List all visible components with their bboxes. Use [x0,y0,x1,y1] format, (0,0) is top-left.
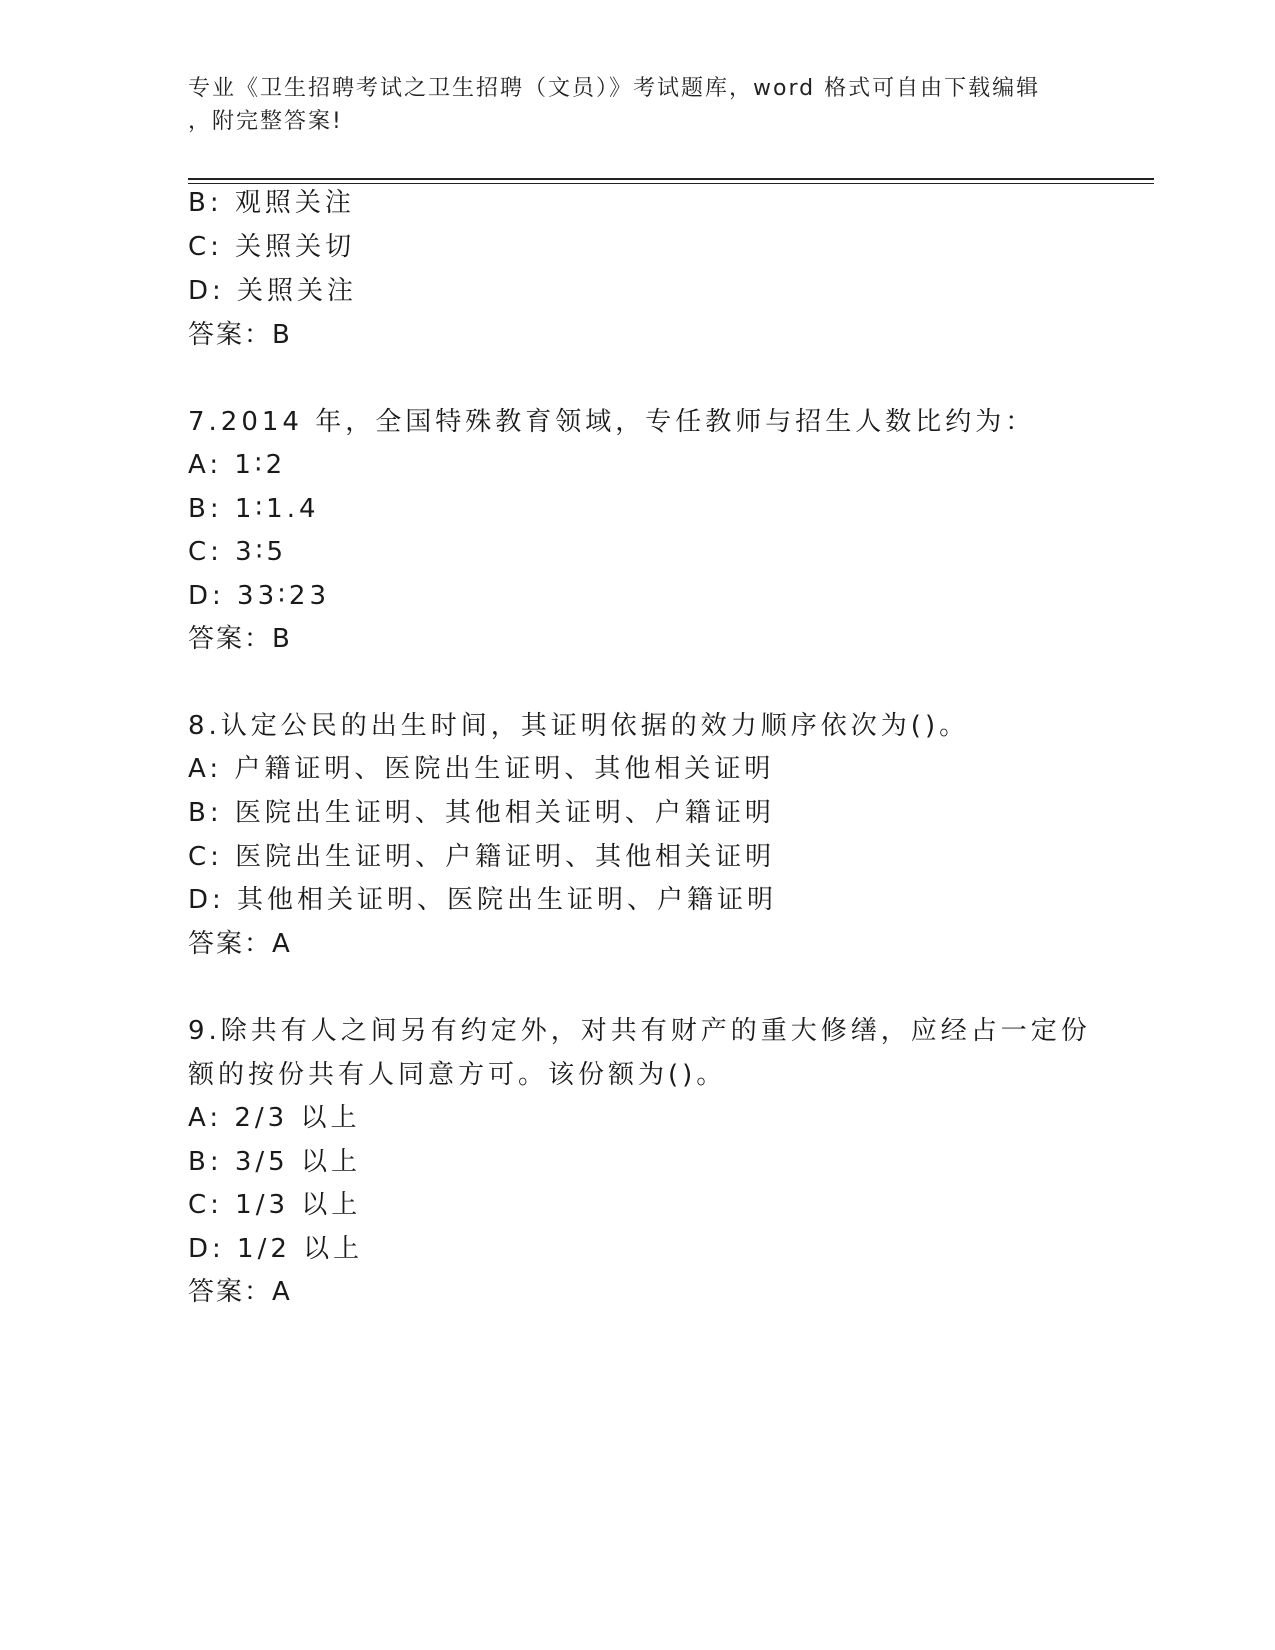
q8-stem: 8.认定公民的出生时间，其证明依据的效力顺序依次为()。 [188,711,970,741]
q8-option-b: B: 医院出生证明、其他相关证明、户籍证明 [188,798,775,828]
q9-stem-line-2: 额的按份共有人同意方可。该份额为()。 [188,1060,727,1090]
q9-option-a: A: 2/3 以上 [188,1103,361,1133]
q7-answer: 答案：B [188,624,292,654]
q8-answer: 答案：A [188,929,292,959]
header-line-1: 专业《卫生招聘考试之卫生招聘（文员）》考试题库，word 格式可自由下载编辑 [188,76,1041,101]
q6-option-c: C: 关照关切 [188,232,356,262]
header-line-2: ，附完整答案! [188,109,343,134]
q7-option-a: A: 1∶2 [188,450,287,480]
q7-option-d: D: 33∶23 [188,581,330,611]
header-divider-thick [188,178,1154,180]
document-header [188,72,1088,138]
q7-option-b: B: 1∶1.4 [188,494,320,524]
q8-option-c: C: 医院出生证明、户籍证明、其他相关证明 [188,842,776,872]
q9-option-d: D: 1/2 以上 [188,1234,364,1264]
q6-option-b: B: 观照关注 [188,188,355,218]
q7-option-c: C: 3∶5 [188,537,288,567]
q9-option-b: B: 3/5 以上 [188,1147,361,1177]
header-divider-thin [188,183,1154,184]
q8-option-d: D: 其他相关证明、医院出生证明、户籍证明 [188,885,778,915]
q6-option-d: D: 关照关注 [188,276,358,306]
q9-stem-line-1: 9.除共有人之间另有约定外，对共有财产的重大修缮，应经占一定份 [188,1016,1091,1046]
q9-answer: 答案：A [188,1277,292,1307]
q8-option-a: A: 户籍证明、医院出生证明、其他相关证明 [188,754,775,784]
q6-answer: 答案：B [188,320,292,350]
q7-stem: 7.2014 年，全国特殊教育领域，专任教师与招生人数比约为： [188,407,1036,437]
q9-option-c: C: 1/3 以上 [188,1190,362,1220]
